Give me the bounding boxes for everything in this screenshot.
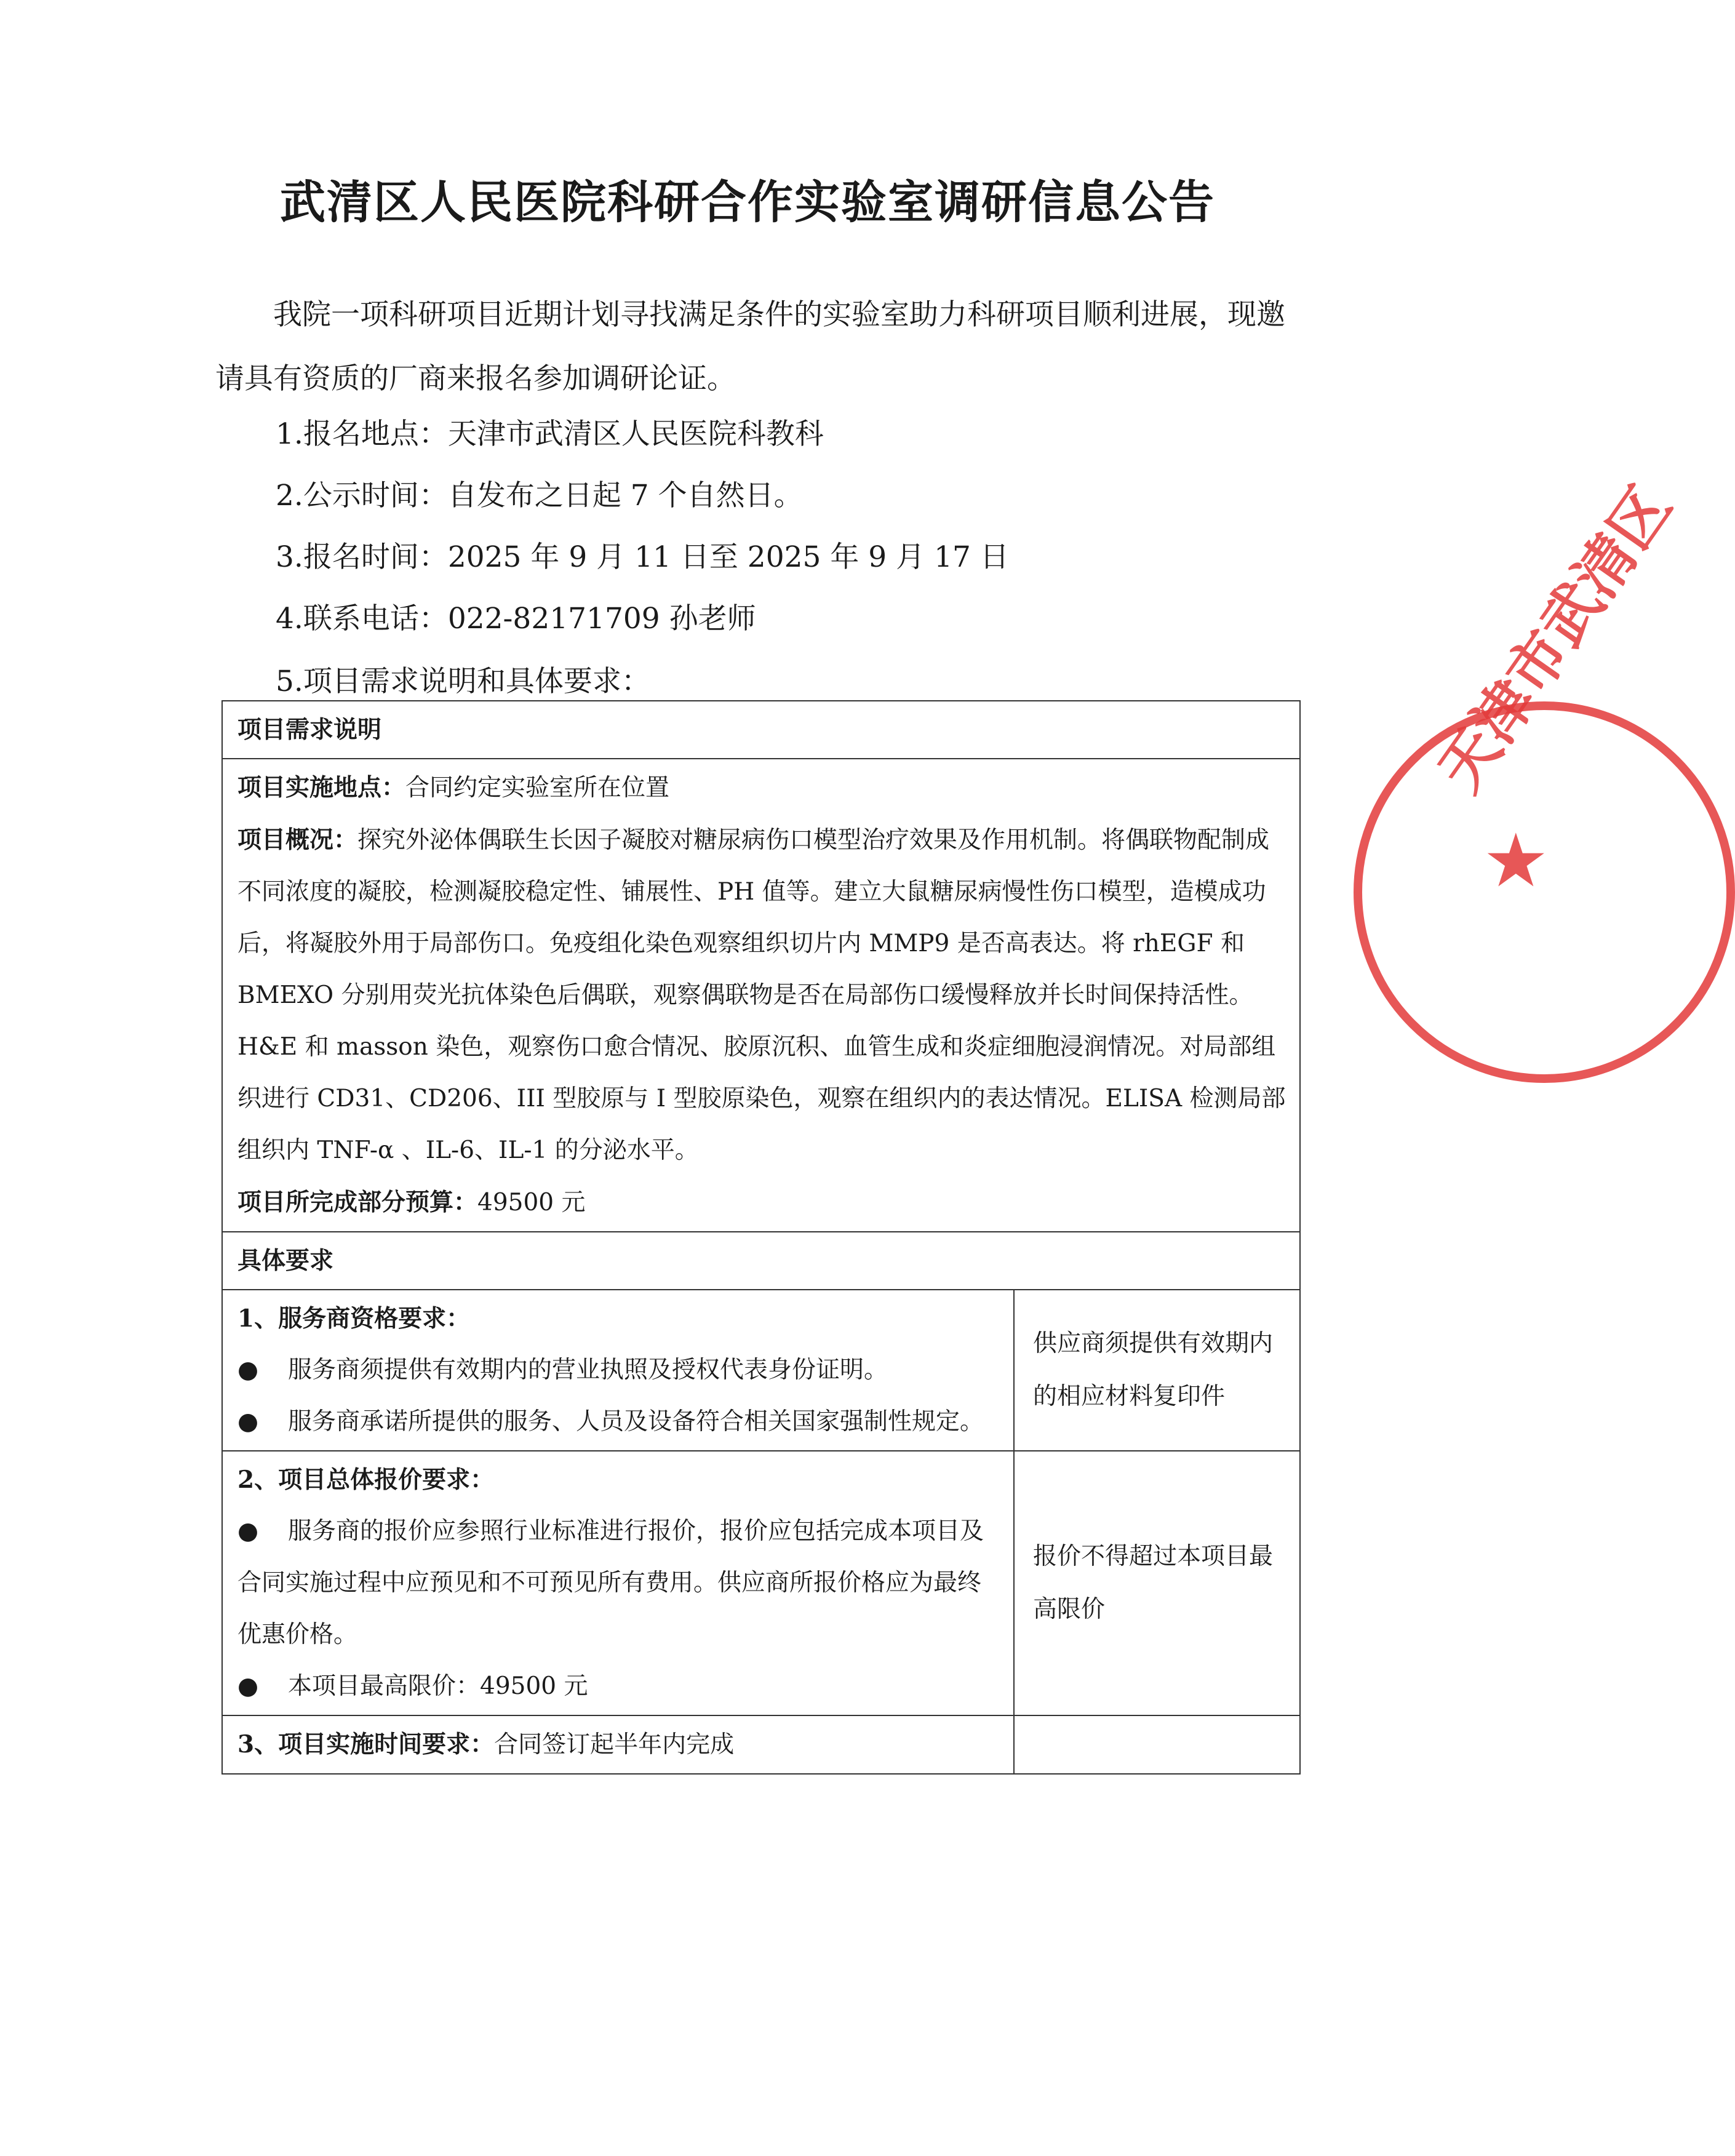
intro-paragraph: 我院一项科研项目近期计划寻找满足条件的实验室助力科研项目顺利进展，现邀请具有资质的厂商来报名参加调研论证。	[215, 298, 1285, 396]
project-budget: 项目所完成部分预算：49500 元	[237, 1188, 586, 1216]
req1-cell	[222, 1290, 1014, 1451]
item-contact-phone: 4.联系电话：022-82171709 孙老师	[276, 602, 756, 636]
req1-title: 1、服务商资格要求：	[237, 1304, 471, 1333]
notice-title: 武清区人民医院科研合作实验室调研信息公告	[280, 176, 1215, 229]
seal-star-icon: ★	[1483, 818, 1549, 904]
bullet-icon: ●	[237, 1672, 259, 1700]
bullet-icon: ●	[237, 1517, 259, 1545]
req1-bullet-2: ● 服务商承诺所提供的服务、人员及设备符合相关国家强制性规定。	[237, 1396, 1001, 1448]
project-overview: 项目概况：探究外泌体偶联生长因子凝胶对糖尿病伤口模型治疗效果及作用机制。将偶联物配制成不同浓度的凝胶，检测凝胶稳定性、铺展性、PH 值等。建立大鼠糖尿病慢性伤口模型，造模成功后，将凝胶外用于局部伤口。免疫组化染色观察组织切片内 MMP9 是否高表达。将 rhEGF 和 BMEXO 分别用荧光抗体染色后偶联，观察偶联物是否在局部伤口缓慢释放并长时间保持活性。H&E 和 masson 染色，观察伤口愈合情况、胶原沉积、血管生成和炎症细胞浸润情况。对局部组织进行 CD31、CD206、III 型胶原与 I 型胶原染色，观察在组织内的表达情况。ELISA 检测局部组织内 TNF-α 、IL-6、IL-1 的分泌水平。	[237, 826, 1286, 1164]
section-header-requirements: 具体要求	[222, 1232, 1300, 1290]
project-location: 项目实施地点：合同约定实验室所在位置	[237, 773, 670, 802]
req2-bullet-2: ● 本项目最高限价：49500 元	[237, 1661, 1001, 1712]
item-requirements-heading: 5.项目需求说明和具体要求：	[276, 665, 650, 698]
req3-cell: 3、项目实施时间要求：合同签订起半年内完成	[222, 1715, 1014, 1774]
project-details-cell	[222, 759, 1300, 1232]
req2-bullet-1: ● 服务商的报价应参照行业标准进行报价，报价应包括完成本项目及合同实施过程中应预见和不可预见所有费用。供应商所报价格应为最终优惠价格。	[237, 1506, 1001, 1661]
requirements-table	[221, 700, 1301, 1775]
item-publicity-period: 2.公示时间：自发布之日起 7 个自然日。	[276, 479, 803, 513]
req3-side-empty	[1014, 1715, 1300, 1774]
req1-bullet-1: ● 服务商须提供有效期内的营业执照及授权代表身份证明。	[237, 1344, 1001, 1396]
req1-side-note: 供应商须提供有效期内的相应材料复印件	[1014, 1290, 1300, 1451]
req2-side-note: 报价不得超过本项目最高限价	[1014, 1451, 1300, 1715]
bullet-icon: ●	[237, 1356, 259, 1384]
req2-title: 2、项目总体报价要求：	[237, 1466, 495, 1494]
section-header-project: 项目需求说明	[222, 701, 1300, 759]
req2-cell	[222, 1451, 1014, 1715]
bullet-icon: ●	[237, 1408, 259, 1435]
seal-text: 天津市武清区	[1424, 473, 1685, 804]
item-location: 1.报名地点：天津市武清区人民医院科教科	[276, 417, 824, 451]
item-registration-time: 3.报名时间：2025 年 9 月 11 日至 2025 年 9 月 17 日	[276, 540, 1009, 574]
